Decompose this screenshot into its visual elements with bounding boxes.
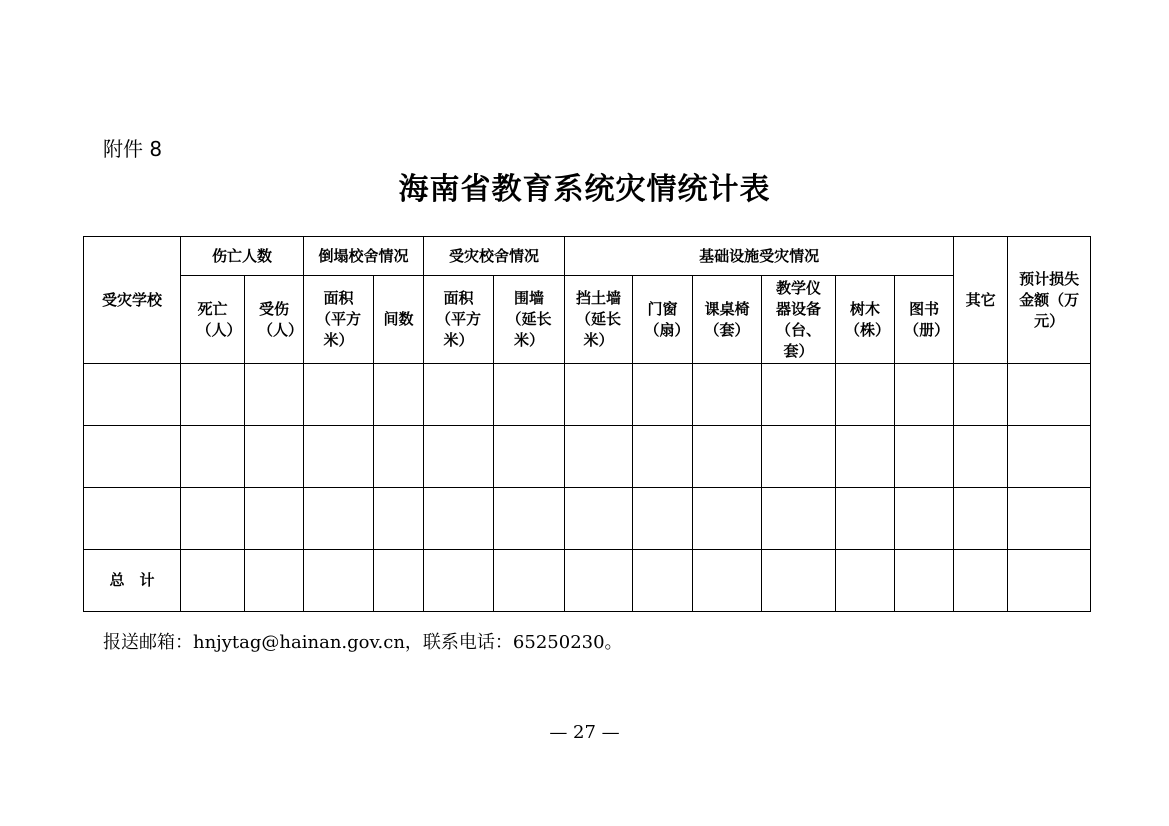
table-row: [84, 364, 1091, 426]
header-cell-collapsed-area: 面积（平方米）: [304, 276, 374, 364]
header-row-groups: [84, 237, 1091, 276]
table-row: [84, 426, 1091, 488]
header-cell-damaged-area: 面积（平方米）: [424, 276, 494, 364]
submission-contact: 报送邮箱：hnjytag@hainan.gov.cn，联系电话：65250230。: [103, 632, 623, 653]
document-title: 海南省教育系统灾情统计表: [398, 172, 771, 207]
header-cell-school: 受灾学校: [84, 237, 181, 364]
header-cell-doors-windows: 门窗（扇）: [633, 276, 693, 364]
header-cell-retaining-wall: 挡土墙（延长米）: [565, 276, 633, 364]
header-cell-enclosure-wall: 围墙（延长米）: [494, 276, 565, 364]
disaster-statistics-table: [83, 236, 1091, 612]
header-cell-desks-chairs: 课桌椅（套）: [693, 276, 762, 364]
total-row: [84, 550, 1091, 612]
header-cell-estimated-loss: 预计损失金额（万元）: [1008, 237, 1091, 364]
header-cell-other: 其它: [954, 237, 1008, 364]
header-cell-damaged: 受灾校舍情况: [424, 237, 565, 276]
page-number: — 27 —: [549, 722, 620, 743]
header-cell-trees: 树木（株）: [836, 276, 895, 364]
table-row: [84, 488, 1091, 550]
header-cell-collapsed-rooms: 间数: [374, 276, 424, 364]
header-cell-collapsed: 倒塌校舍情况: [304, 237, 424, 276]
header-cell-injured: 受伤（人）: [245, 276, 304, 364]
header-cell-deaths: 死亡（人）: [181, 276, 245, 364]
total-label: 总 计: [84, 550, 181, 612]
header-cell-books: 图书（册）: [895, 276, 954, 364]
header-cell-infrastructure: 基础设施受灾情况: [565, 237, 954, 276]
header-row-columns: [84, 276, 1091, 364]
attachment-label: 附件 8: [103, 137, 163, 161]
header-cell-casualties: 伤亡人数: [181, 237, 304, 276]
header-cell-teaching-equipment: 教学仪器设备（台、套）: [762, 276, 836, 364]
